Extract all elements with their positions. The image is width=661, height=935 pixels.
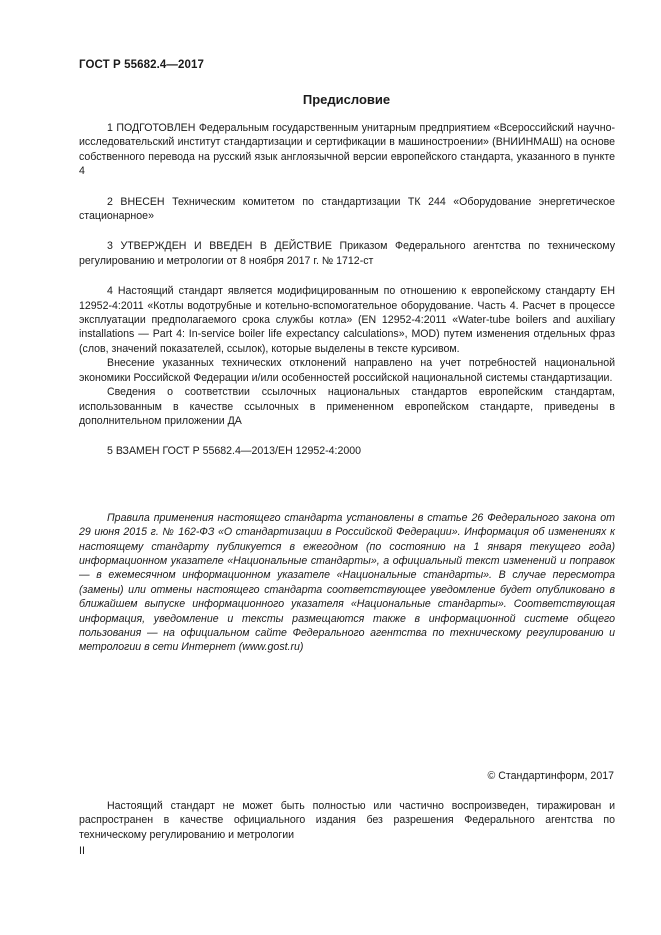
rights-text: Настоящий стандарт не может быть полностью или частично воспроизведен, тиражирован и распространен в качестве официального издания без разрешения Федерального агентства по техническому регулированию и метрологии bbox=[79, 800, 615, 841]
page-number: II bbox=[79, 845, 85, 857]
copyright: © Стандартинформ, 2017 bbox=[487, 770, 614, 782]
paragraph-modified: 4 Настоящий стандарт является модифицированным по отношению к европейскому стандарту ЕН 12952-4:2011 «Котлы водотрубные и котельно-вспомогательное оборудование. Часть 4. Расчет в процессе эксплуатации предполагаемого срока службы котла» (EN 12952-4:2011 «Water-tube boilers and auxiliary installations — Part 4: In-service boiler life expectancy calculations», MOD) путем изменения отдельных фраз (слов, значений показателей, ссылок), которые выделены в тексте курсивом. bbox=[79, 285, 615, 355]
paragraph-prepared: 1 ПОДГОТОВЛЕН Федеральным государственным унитарным предприятием «Всероссийский научно-исследовательский институт стандартизации и сертификации в машиностроении» (ВНИИНМАШ) на основе собственного перевода на русский язык англоязычной версии европейского стандарта, указанного в пункте 4 bbox=[79, 122, 615, 178]
page-title: Предисловие bbox=[302, 92, 391, 107]
reproduction-notice bbox=[79, 799, 615, 842]
paragraph-replaces: 5 ВЗАМЕН ГОСТ Р 55682.4—2013/ЕН 12952-4:2000 bbox=[107, 445, 362, 458]
standard-id-header: ГОСТ Р 55682.4—2017 bbox=[79, 59, 204, 71]
paragraph-introduced: 2 ВНЕСЕН Техническим комитетом по стандартизации ТК 244 «Оборудование энергетическое стационарное» bbox=[79, 195, 615, 223]
paragraph-references: Сведения о соответствии ссылочных национальных стандартов европейским стандартам, использованным в качестве ссылочных в примененном европейском стандарте, приведены в дополнительном приложении ДА bbox=[79, 386, 615, 427]
application-notice: Правила применения настоящего стандарта установлены в статье 26 Федерального закона от 29 июня 2015 г. № 162-ФЗ «О стандартизации в Российской Федерации». Информация об изменениях к настоящему стандарту публикуется в ежегодном (по состоянию на 1 января текущего года) информационном указателе «Национальные стандарты», а официальный текст изменений и поправок — в ежемесячном информационном указателе «Национальные стандарты». В случае пересмотра (замены) или отмены настоящего стандарта соответствующее уведомление будет опубликовано в ближайшем выпуске информационного указателя «Национальные стандарты». Соответствующая информация, уведомление и тексты размещаются также в информационной системе общего пользования — на официальном сайте Федерального агентства по техническому регулированию и метрологии в сети Интернет (www.gost.ru) bbox=[79, 511, 615, 654]
foreword-body bbox=[79, 121, 615, 655]
paragraph-approved: 3 УТВЕРЖДЕН И ВВЕДЕН В ДЕЙСТВИЕ Приказом Федерального агентства по техническому регулированию и метрологии от 8 ноября 2017 г. № 1712-ст bbox=[79, 240, 615, 267]
paragraph-deviations: Внесение указанных технических отклонений направлено на учет потребностей национальной экономики Российской Федерации и/или особенностей российской национальной системы стандартизации. bbox=[79, 357, 615, 384]
